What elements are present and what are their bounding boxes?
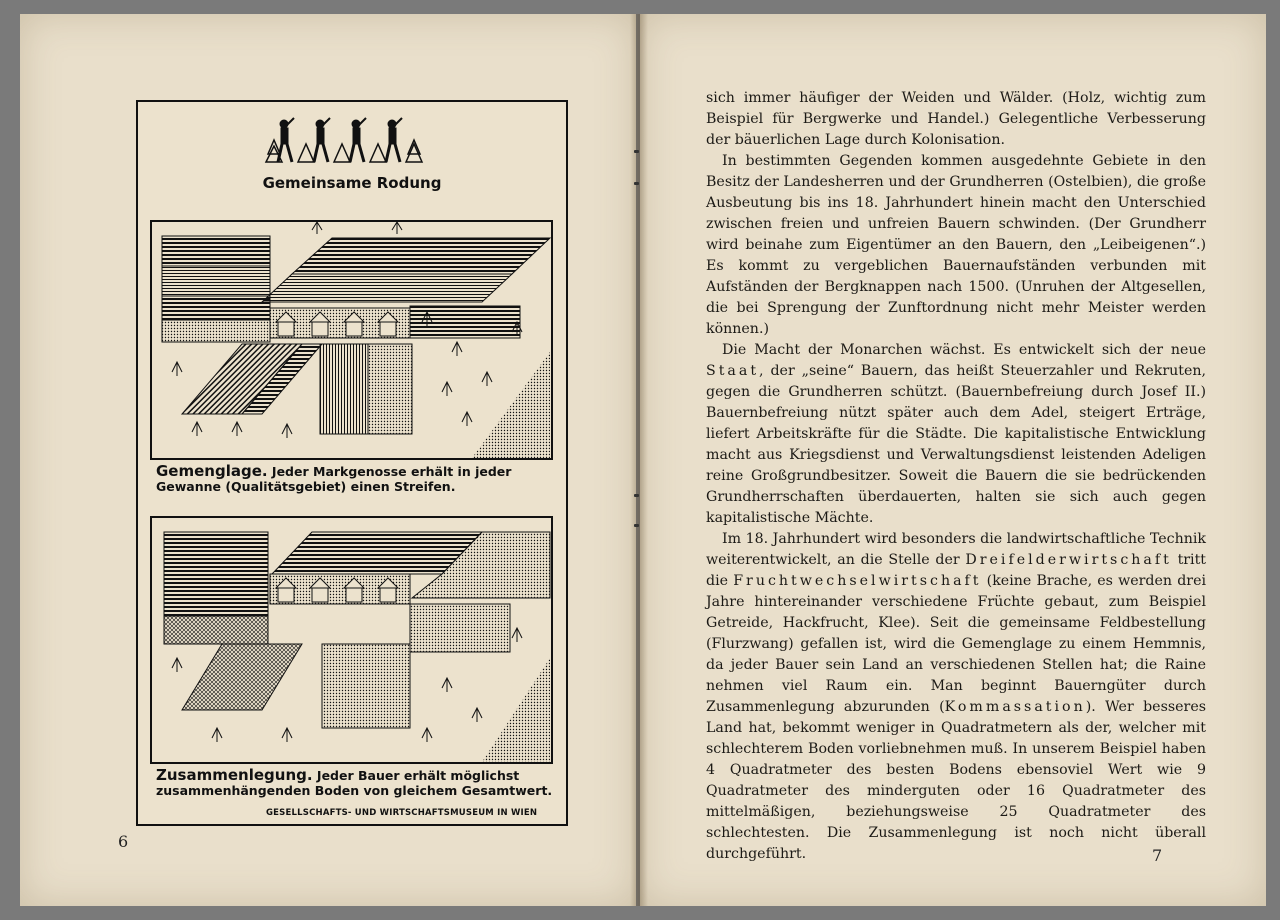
staple-mark	[634, 494, 639, 497]
museum-credit: GESELLSCHAFTS- UND WIRTSCHAFTSMUSEUM IN WIEN	[266, 808, 538, 818]
text-run: Die Macht der Monarchen wächst. Es entwickelt sich der neue	[722, 342, 1206, 358]
staple-mark	[634, 524, 639, 527]
staple-mark	[634, 150, 639, 153]
caption-text: Jeder Markgenosse erhält in jeder	[267, 464, 512, 479]
figure-title: Gemeinsame Rodung	[262, 174, 442, 192]
text-run: (keine Brache, es werden drei Jahre hintereinander verschiedene Früchte gebaut, zum Beispiel Getreide, Hackfrucht, Klee). Seit die gemeinsame Feldbestellung (Flurzwang) gefallen ist, wird die Gemenglage zu einem Hemmnis, da jeder Bauer sein Land an verschiedenen Stellen hat; die Raine nehmen viel Raum ein. Man beginnt Bauerngüter durch Zusammenlegung abzurunden (	[706, 573, 1206, 715]
paragraph	[706, 529, 1206, 865]
text-run: tritt die	[706, 552, 1206, 589]
gemenglage-map	[150, 220, 553, 460]
page-number-left: 6	[118, 832, 129, 851]
spaced-term: Kommassation	[944, 699, 1086, 715]
text-run: In bestimmten Gegenden kommen ausgedehnte Gebiete in den Besitz der Landesherren und der Grundherren (Ostelbien), die große Ausbeutung bis ins 18. Jahrhundert hinein macht den Unterschied zwischen freien und unfreien Bauern schwinden. (Der Grundherr wird beinahe zum Eigentümer an den Bauern, den „Leibeigenen“.) Es kommt zu vergeblichen Bauernaufständen verbunden mit Aufständen der Bergknappen nach 1500. (Unruhen der Altgesellen, die bei Sprengung der Zunftordnung nicht mehr Meister werden können.)	[706, 153, 1206, 337]
caption-gemenglage	[156, 464, 556, 494]
paragraph	[706, 151, 1206, 340]
caption-head: Gemenglage.	[156, 462, 268, 480]
text-run: , der „seine“ Bauern, das heißt Steuerzahler und Rekruten, gegen die Grundherren schützt. (Bauernbefreiung durch Josef II.) Bauernbefreiung nützt später auch dem Adel, steigert Erträge, liefert Arbeitskräfte für die Städte. Die kapitalistische Entwicklung macht aus Kriegsdienst und Verwaltungsdienst leistenden Adeligen reine Großgrundbesitzer. Soweit die Bauern die sie bedrückenden Grundherrschaften überdauerten, halten sie sich auch gegen kapitalistische Mächte.	[706, 363, 1206, 526]
caption-text: Gewanne (Qualitätsgebiet) einen Streifen.	[156, 479, 456, 494]
caption-text: zusammenhängenden Boden von gleichem Gesamtwert.	[156, 783, 553, 798]
caption-text: Jeder Bauer erhält möglichst	[312, 768, 520, 783]
spaced-term: Fruchtwechselwirtschaft	[733, 573, 982, 589]
text-run: Im 18. Jahrhundert wird besonders die landwirtschaftliche Technik weiterentwickelt, an die Stelle der	[706, 531, 1206, 568]
body-text	[706, 88, 1206, 865]
page-number-right: 7	[1152, 846, 1163, 865]
caption-zusammenlegung	[156, 768, 556, 798]
caption-head: Zusammenlegung.	[156, 766, 313, 784]
spaced-term: Staat	[706, 363, 760, 379]
illustration-frame	[136, 100, 568, 826]
woodcutters-icon	[138, 110, 570, 182]
staple-mark	[634, 182, 639, 185]
spaced-term: Dreifelderwirtschaft	[965, 552, 1172, 568]
paragraph	[706, 340, 1206, 529]
text-run: ). Wer besseres Land hat, bekommt weniger in Quadratmetern als der, welcher mit schlechterem Boden vorliebnehmen muß. In unserem Beispiel haben 4 Quadratmeter des besten Bodens ebensoviel Wert wie 9 Quadratmeter des minderguten oder 16 Quadratmeter des mittelmäßigen, beziehungsweise 25 Quadratmeter des schlechtesten. Die Zusammenlegung ist noch nicht überall durchgeführt.	[706, 699, 1206, 862]
paragraph	[706, 88, 1206, 151]
right-page-content	[640, 14, 1266, 906]
zusammenlegung-map	[150, 516, 553, 764]
text-run: sich immer häufiger der Weiden und Wälder. (Holz, wichtig zum Beispiel für Bergwerke und Handel.) Gelegentliche Verbesserung der bäuerlichen Lage durch Kolonisation.	[706, 90, 1206, 148]
